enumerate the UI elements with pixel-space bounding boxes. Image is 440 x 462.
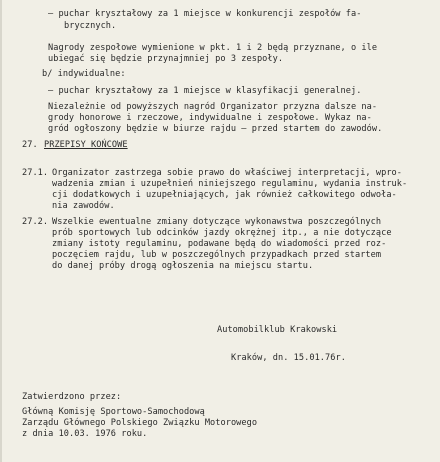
paragraph-27-2-line-3: zmiany istoty regulaminu, podawane będą do wiadomości przed roz- [52,239,387,249]
paragraph-27-2-line-1: Wszelkie ewentualne zmiany dotyczące wykonawstwa poszczególnych [52,217,382,227]
team-cup-line-1: – puchar kryształowy za 1 miejsce w konkurencji zespołów fa- [48,9,362,19]
approval-line-3: z dnia 10.03. 1976 roku. [22,429,148,439]
paragraph-27-2-number: 27.2. [22,217,49,227]
individual-heading: b/ indywidualne: [42,69,126,79]
paragraph-27-1-line-2: wadzenia zmian i uzupełnień niniejszego regulaminu, wydania instruk- [52,179,408,189]
paragraph-27-1-line-3: cji dodatkowych i uzupełniających, jak również całkowitego odwoła- [52,190,397,200]
extra-prizes-line-3: gród ogłoszony będzie w biurze rajdu – przed startem do zawodów. [48,124,383,134]
paragraph-27-2-line-4: poczęciem rajdu, lub w poszczególnych przypadkach przed startem [52,250,382,260]
page-edge [0,0,2,462]
paragraph-27-1-line-1: Organizator zastrzega sobie prawo do właściwej interpretacji, wpro- [52,168,402,178]
extra-prizes-line-2: grody honorowe i rzeczowe, indywidualne i zespołowe. Wykaz na- [48,113,372,123]
team-cup-line-2: brycznych. [64,21,117,31]
extra-prizes-line-1: Niezależnie od powyższych nagród Organizator przyzna dalsze na- [48,102,378,112]
paragraph-27-2-line-5: do danej próby drogą ogłoszenia na miejscu startu. [52,261,314,271]
section-27-number: 27. [22,140,38,150]
team-prizes-note-line-1: Nagrody zespołowe wymienione w pkt. 1 i 2 będą przyznane, o ile [48,43,378,53]
team-prizes-note-line-2: ubiegać się będzie przynajmniej po 3 zespoły. [48,54,284,64]
approval-heading: Zatwierdzono przez: [22,392,122,402]
section-27-title: PRZEPISY KOŃCOWE [44,140,128,150]
paragraph-27-1-number: 27.1. [22,168,49,178]
organizer-signature: Automobilklub Krakowski [217,325,338,335]
paragraph-27-1-line-4: nia zawodów. [52,201,115,211]
approval-line-1: Główną Komisję Sportowo-Samochodową [22,407,205,417]
place-date: Kraków, dn. 15.01.76r. [231,353,346,363]
paragraph-27-2-line-2: prób sportowych lub odcinków jazdy okrężnej itp., a nie dotyczące [52,228,392,238]
individual-cup-line: – puchar kryształowy za 1 miejsce w klasyfikacji generalnej. [48,86,362,96]
approval-line-2: Zarządu Głównego Polskiego Związku Motorowego [22,418,258,428]
